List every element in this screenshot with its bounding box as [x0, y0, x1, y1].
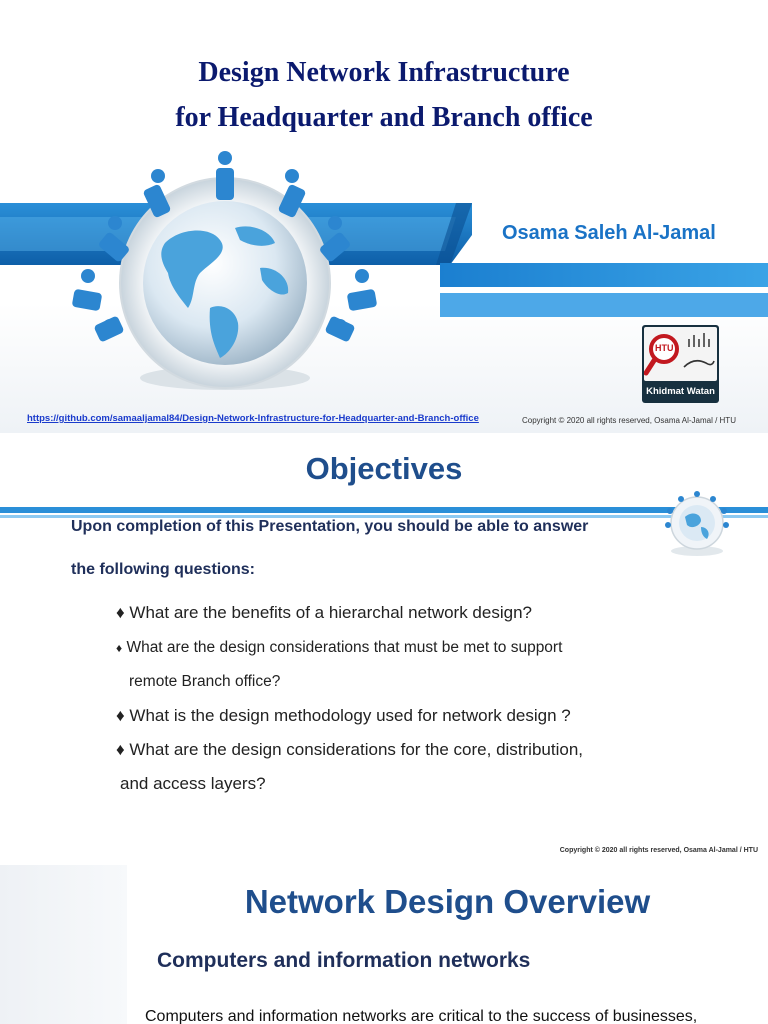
objective-item: ♦ What are the design considerations for the core, distribution, — [116, 740, 584, 759]
objective-item-continued: and access layers? — [120, 774, 266, 793]
diamond-bullet-icon: ♦ — [116, 603, 125, 622]
globe-people-graphic — [70, 148, 390, 398]
logo-badge-text: HTU — [655, 343, 674, 353]
diamond-bullet-icon: ♦ — [116, 641, 123, 655]
objective-item-continued: remote Branch office? — [129, 673, 281, 690]
objectives-slide — [0, 433, 768, 865]
slide-title: Objectives — [305, 451, 463, 486]
slide-title-line1: Design Network Infrastructure — [198, 57, 570, 88]
intro-text: Upon completion of this Presentation, you should be able to answer — [71, 518, 589, 535]
body-text: Computers and information networks are critical to the success of businesses, — [145, 1008, 698, 1024]
logo-label: Khidmat Watan — [646, 386, 715, 397]
slide-title-line2: for Headquarter and Branch office — [175, 102, 593, 133]
objective-item: ♦ What are the benefits of a hierarchal network design? — [116, 603, 532, 622]
diamond-bullet-icon: ♦ — [116, 740, 125, 759]
logo-emblem — [644, 327, 717, 381]
copyright-text: Copyright © 2020 all rights reserved, Osama Al-Jamal / HTU — [522, 416, 736, 425]
objective-item: ♦ What is the design methodology used for network design ? — [116, 706, 571, 725]
copyright-text: Copyright © 2020 all rights reserved, Osama Al-Jamal / HTU — [559, 847, 758, 854]
small-globe-icon — [655, 489, 735, 559]
diamond-bullet-icon: ♦ — [116, 706, 125, 725]
intro-text-continued: the following questions: — [71, 561, 255, 578]
github-link[interactable]: https://github.com/samaaljamal84/Design-Network-Infrastructure-for-Headquarter-and-Branch-office — [27, 413, 479, 424]
magnifier-icon — [644, 327, 717, 381]
title-slide — [0, 0, 768, 433]
side-panel — [0, 865, 127, 1024]
objective-item: ♦ What are the design considerations that must be met to support — [116, 639, 563, 656]
overview-slide — [0, 865, 768, 1024]
slide-subtitle: Computers and information networks — [157, 949, 531, 972]
author-name: Osama Saleh Al-Jamal — [502, 222, 716, 244]
slide-title: Network Design Overview — [244, 883, 651, 920]
khidmat-watan-logo — [642, 325, 719, 403]
